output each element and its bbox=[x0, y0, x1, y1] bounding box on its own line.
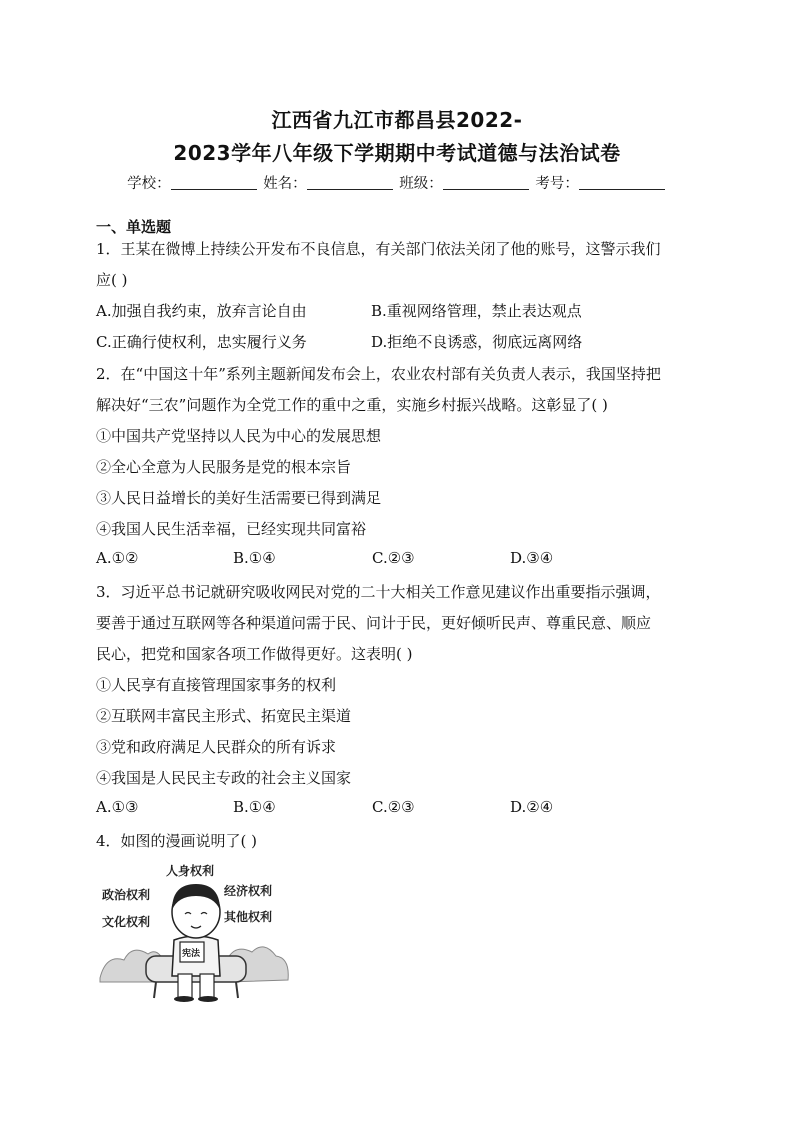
cartoon-label: 经济权利 bbox=[224, 884, 273, 898]
cartoon-label: 人身权利 bbox=[166, 864, 215, 878]
q1-option-c[interactable]: C.正确行使权利，忠实履行义务 bbox=[96, 333, 307, 351]
class-blank[interactable] bbox=[443, 175, 529, 190]
q2-option-c[interactable]: C.②③ bbox=[372, 549, 415, 567]
q2-option-a[interactable]: A.①② bbox=[96, 549, 139, 567]
q3-statement: ④我国是人民民主专政的社会主义国家 bbox=[96, 769, 352, 787]
q2-stem-line: 解决好“三农”问题作为全党工作的重中之重，实施乡村振兴战略。这彰显了( ) bbox=[96, 396, 608, 414]
q2-options-row bbox=[96, 549, 706, 569]
q3-stem-line: 要善于通过互联网等各种渠道问需于民、问计于民，更好倾听民声、尊重民意、顺应 bbox=[96, 614, 652, 632]
student-info-row bbox=[0, 172, 794, 193]
q4-stem-line: 4．如图的漫画说明了( ) bbox=[96, 832, 258, 850]
q3-option-c[interactable]: C.②③ bbox=[372, 798, 415, 816]
school-blank[interactable] bbox=[171, 175, 257, 190]
book-label: 宪法 bbox=[182, 949, 201, 959]
name-label: 姓名： bbox=[263, 176, 307, 192]
cartoon-drawing bbox=[96, 858, 292, 1002]
exam-number-blank[interactable] bbox=[579, 175, 665, 190]
cartoon-label: 其他权利 bbox=[224, 910, 273, 924]
name-blank[interactable] bbox=[307, 175, 393, 190]
q3-statement: ②互联网丰富民主形式、拓宽民主渠道 bbox=[96, 707, 352, 725]
q2-option-d[interactable]: D.③④ bbox=[510, 549, 554, 567]
section-title: 一、单选题 bbox=[96, 218, 172, 236]
q1-option-d[interactable]: D.拒绝不良诱惑，彻底远离网络 bbox=[371, 333, 583, 351]
q3-statement: ③党和政府满足人民群众的所有诉求 bbox=[96, 738, 337, 756]
q2-statement: ②全心全意为人民服务是党的根本宗旨 bbox=[96, 458, 352, 476]
exam-title-line1: 江西省九江市都昌县2022- bbox=[271, 108, 523, 132]
q3-stem-line: 民心，把党和国家各项工作做得更好。这表明( ) bbox=[96, 645, 413, 663]
q2-statement: ①中国共产党坚持以人民为中心的发展思想 bbox=[96, 427, 382, 445]
exam-title-line2: 2023学年八年级下学期期中考试道德与法治试卷 bbox=[173, 141, 621, 165]
q3-option-d[interactable]: D.②④ bbox=[510, 798, 554, 816]
q1-options-row bbox=[96, 331, 706, 351]
school-label: 学校： bbox=[127, 176, 171, 192]
q2-statement: ③人民日益增长的美好生活需要已得到满足 bbox=[96, 489, 382, 507]
exam-number-label: 考号： bbox=[535, 176, 579, 192]
q3-stem-line: 3．习近平总书记就研究吸收网民对党的二十大相关工作意见建议作出重要指示强调， bbox=[96, 583, 661, 601]
q2-statement: ④我国人民生活幸福，已经实现共同富裕 bbox=[96, 520, 367, 538]
q1-option-a[interactable]: A.加强自我约束，放弃言论自由 bbox=[96, 302, 307, 320]
q3-options-row bbox=[96, 798, 706, 818]
q1-stem-line: 1．王某在微博上持续公开发布不良信息，有关部门依法关闭了他的账号，这警示我们 bbox=[96, 240, 661, 258]
q1-stem-line: 应( ) bbox=[96, 271, 128, 289]
class-label: 班级： bbox=[399, 176, 443, 192]
cartoon-label: 文化权利 bbox=[102, 915, 151, 929]
cartoon-illustration bbox=[96, 858, 292, 1002]
q2-stem-line: 2．在“中国这十年”系列主题新闻发布会上，农业农村部有关负责人表示，我国坚持把 bbox=[96, 365, 661, 383]
q3-statement: ①人民享有直接管理国家事务的权利 bbox=[96, 676, 337, 694]
q1-options-row bbox=[96, 300, 706, 320]
cartoon-label: 政治权利 bbox=[102, 888, 151, 902]
q2-option-b[interactable]: B.①④ bbox=[233, 549, 276, 567]
q3-option-b[interactable]: B.①④ bbox=[233, 798, 276, 816]
q1-option-b[interactable]: B.重视网络管理，禁止表达观点 bbox=[371, 302, 582, 320]
q3-option-a[interactable]: A.①③ bbox=[96, 798, 139, 816]
